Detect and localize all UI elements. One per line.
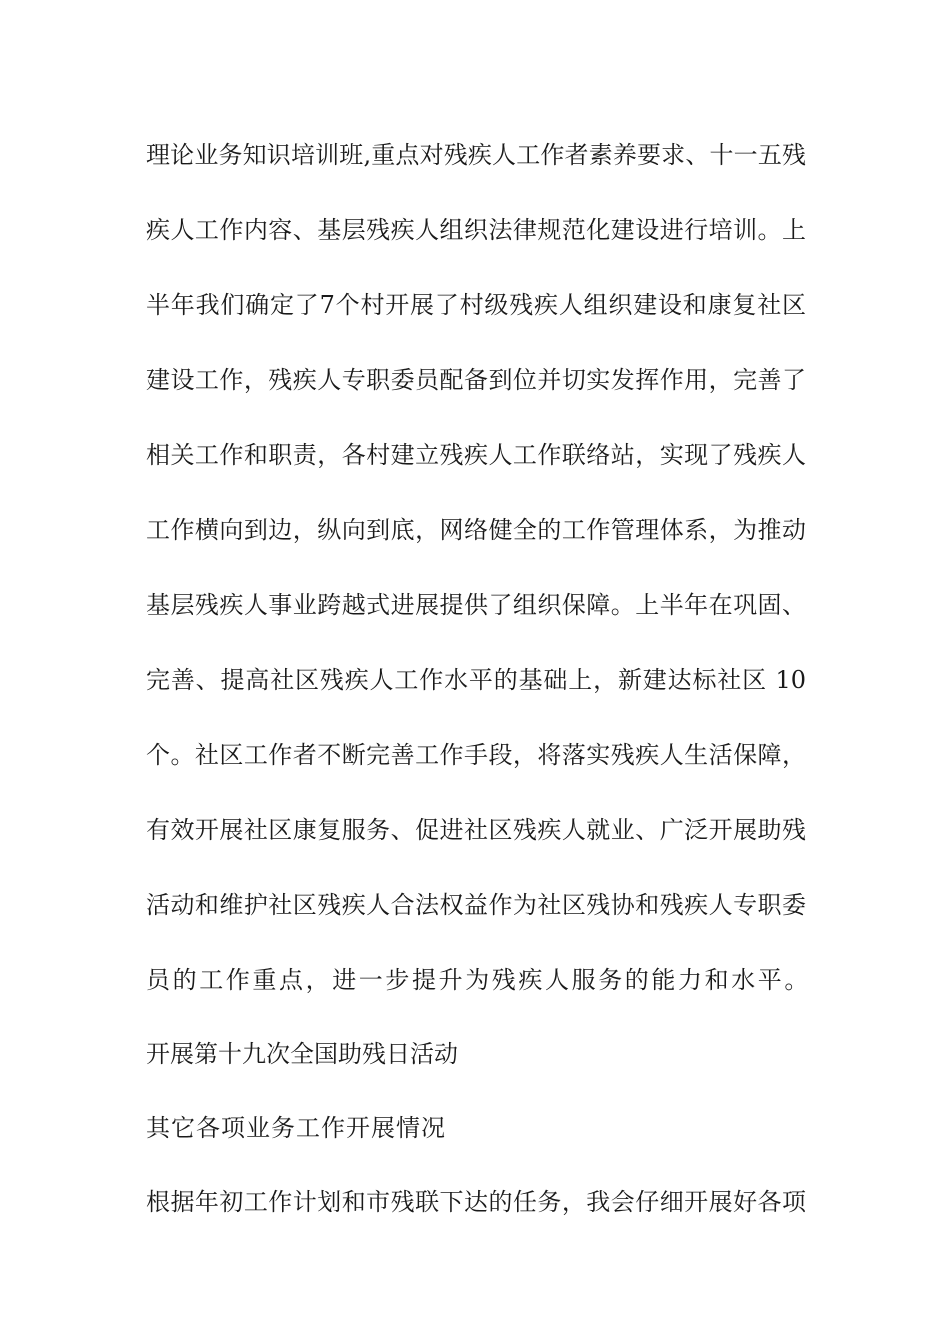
paragraph-line-7: 基层残疾人事业跨越式进展提供了组织保障。上半年在巩固、 bbox=[146, 591, 806, 619]
paragraph-line-10: 有效开展社区康复服务、促进社区残疾人就业、广泛开展助残 bbox=[146, 816, 806, 844]
paragraph-line-2: 疾人工作内容、基层残疾人组织法律规范化建设进行培训。上 bbox=[146, 216, 806, 244]
paragraph-line-5: 相关工作和职责，各村建立残疾人工作联络站，实现了残疾人 bbox=[146, 441, 806, 469]
paragraph-line-6: 工作横向到边，纵向到底，网络健全的工作管理体系，为推动 bbox=[146, 516, 806, 544]
paragraph-line-11: 活动和维护社区残疾人合法权益作为社区残协和残疾人专职委 bbox=[146, 891, 806, 919]
paragraph-line-1: 理论业务知识培训班,重点对残疾人工作者素养要求、十一五残 bbox=[146, 141, 806, 169]
section-heading-other-work: 其它各项业务工作开展情况 bbox=[146, 1114, 446, 1142]
paragraph-line-8: 完善、提高社区残疾人工作水平的基础上，新建达标社区 10 bbox=[146, 666, 806, 694]
paragraph-line-12: 员的工作重点，进一步提升为残疾人服务的能力和水平。 bbox=[146, 966, 811, 994]
paragraph-final-line: 根据年初工作计划和市残联下达的任务，我会仔细开展好各项 bbox=[146, 1188, 806, 1216]
section-heading-activity: 开展第十九次全国助残日活动 bbox=[146, 1040, 458, 1068]
paragraph-line-3: 半年我们确定了7个村开展了村级残疾人组织建设和康复社区 bbox=[146, 291, 806, 319]
paragraph-line-4: 建设工作，残疾人专职委员配备到位并切实发挥作用，完善了 bbox=[146, 366, 806, 394]
paragraph-line-9: 个。社区工作者不断完善工作手段，将落实残疾人生活保障， bbox=[146, 741, 806, 769]
